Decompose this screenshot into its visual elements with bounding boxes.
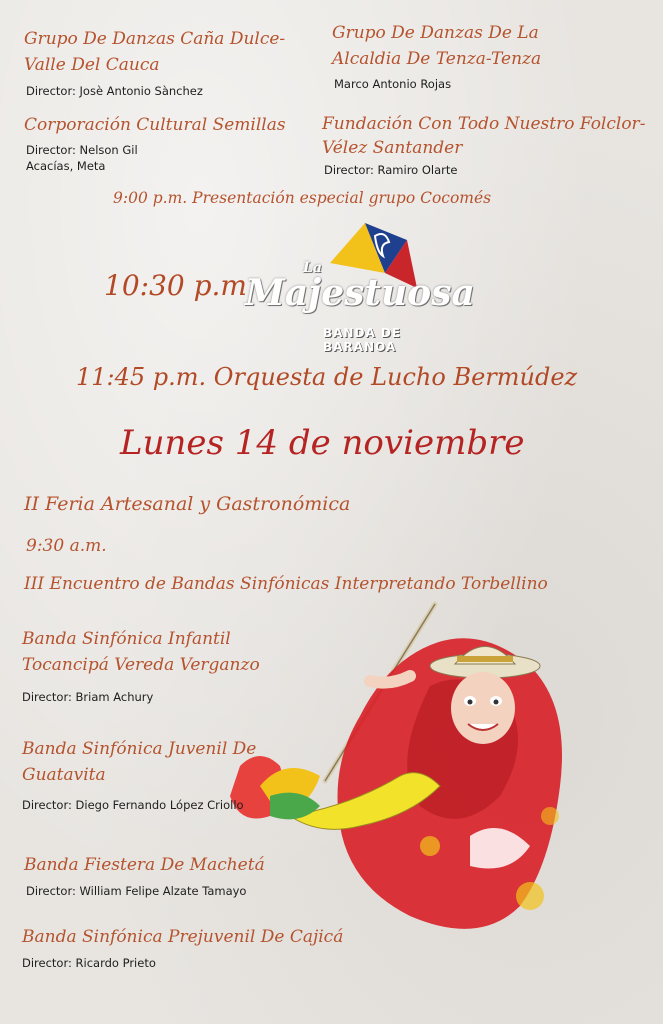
logo-la: La <box>303 260 322 276</box>
group-name: Fundación Con Todo Nuestro Folclor- <box>322 114 646 134</box>
time-930: 9:30 a.m. <box>26 536 107 556</box>
encuentro: III Encuentro de Bandas Sinfónicas Interpretando Torbellino <box>24 574 548 594</box>
group-name: Grupo De Danzas Caña Dulce- <box>24 29 286 49</box>
group-name: Valle Del Cauca <box>24 55 160 75</box>
dancer-illustration <box>230 596 570 1016</box>
group-name: Alcaldia De Tenza-Tenza <box>332 49 542 69</box>
date-heading: Lunes 14 de noviembre <box>120 423 525 463</box>
time-1030: 10:30 p.m. <box>104 269 256 302</box>
band-director: Director: Briam Achury <box>22 690 154 704</box>
band-director: Director: Diego Fernando López Criollo <box>22 798 244 812</box>
band-name: Banda Sinfónica Infantil <box>22 629 231 649</box>
logo-main: Majestuosa <box>245 272 475 314</box>
group-name: Grupo De Danzas De La <box>332 23 539 43</box>
band-director: Director: William Felipe Alzate Tamayo <box>26 884 247 898</box>
feria: II Feria Artesanal y Gastronómica <box>24 493 351 515</box>
band-name: Banda Sinfónica Prejuvenil De Cajicá <box>22 927 344 947</box>
group-director: Director: Josè Antonio Sànchez <box>26 84 203 98</box>
band-name: Tocancipá Vereda Verganzo <box>22 655 260 675</box>
group-name: Vélez Santander <box>322 138 463 158</box>
band-director: Director: Ricardo Prieto <box>22 956 156 970</box>
special-presentation: 9:00 p.m. Presentación especial grupo Cocomés <box>113 189 492 207</box>
band-name: Banda Fiestera De Machetá <box>24 855 265 875</box>
group-name: Corporación Cultural Semillas <box>24 115 286 135</box>
band-name: Banda Sinfónica Juvenil De <box>22 739 257 759</box>
group-director: Acacías, Meta <box>26 159 106 173</box>
group-director: Marco Antonio Rojas <box>334 77 452 91</box>
band-logo <box>235 218 475 354</box>
group-director: Director: Nelson Gil <box>26 143 138 157</box>
band-name: Guatavita <box>22 765 106 785</box>
logo-band: BANDA DE BARANOA <box>323 326 402 354</box>
group-director: Director: Ramiro Olarte <box>324 163 458 177</box>
orchestra: 11:45 p.m. Orquesta de Lucho Bermúdez <box>76 363 578 391</box>
